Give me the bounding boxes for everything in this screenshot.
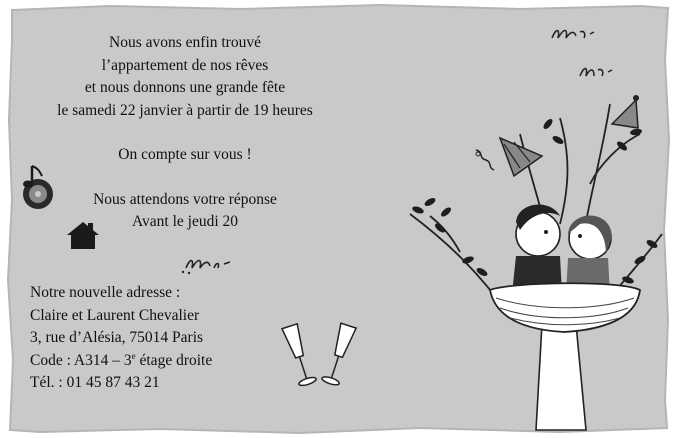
champagne-glasses-icon xyxy=(272,318,368,398)
tree-couple-illustration xyxy=(400,84,670,434)
invitation-text xyxy=(20,32,350,234)
address-names: Claire et Laurent Chevalier xyxy=(30,306,200,324)
invite-call: On compte sur vous ! xyxy=(118,146,252,163)
invite-line-3: et nous donnons une grande fête xyxy=(84,79,286,96)
squiggle-decoration xyxy=(576,64,616,82)
invite-line-1: Nous avons enfin trouvé xyxy=(109,34,261,51)
invite-line-4: le samedi 22 janvier à partir de 19 heures xyxy=(57,101,313,119)
address-phone: Tél. : 01 45 87 43 21 xyxy=(30,374,160,391)
address-code: Code : A314 – 3e étage droite xyxy=(30,350,213,369)
music-cd-icon xyxy=(18,162,58,214)
house-icon xyxy=(64,218,102,252)
invite-rsvp: Nous attendons votre réponse xyxy=(93,190,277,208)
squiggle-decoration xyxy=(180,254,236,276)
invite-deadline: Avant le jeudi 20 xyxy=(131,213,239,230)
address-street: 3, rue d’Alésia, 75014 Paris xyxy=(30,329,204,346)
party-hat-icon xyxy=(612,100,638,128)
squiggle-decoration xyxy=(548,26,596,44)
address-heading: Notre nouvelle adresse : xyxy=(30,284,181,301)
party-hat-icon xyxy=(500,138,542,176)
invite-line-2: l’appartement de nos rêves xyxy=(101,56,269,74)
